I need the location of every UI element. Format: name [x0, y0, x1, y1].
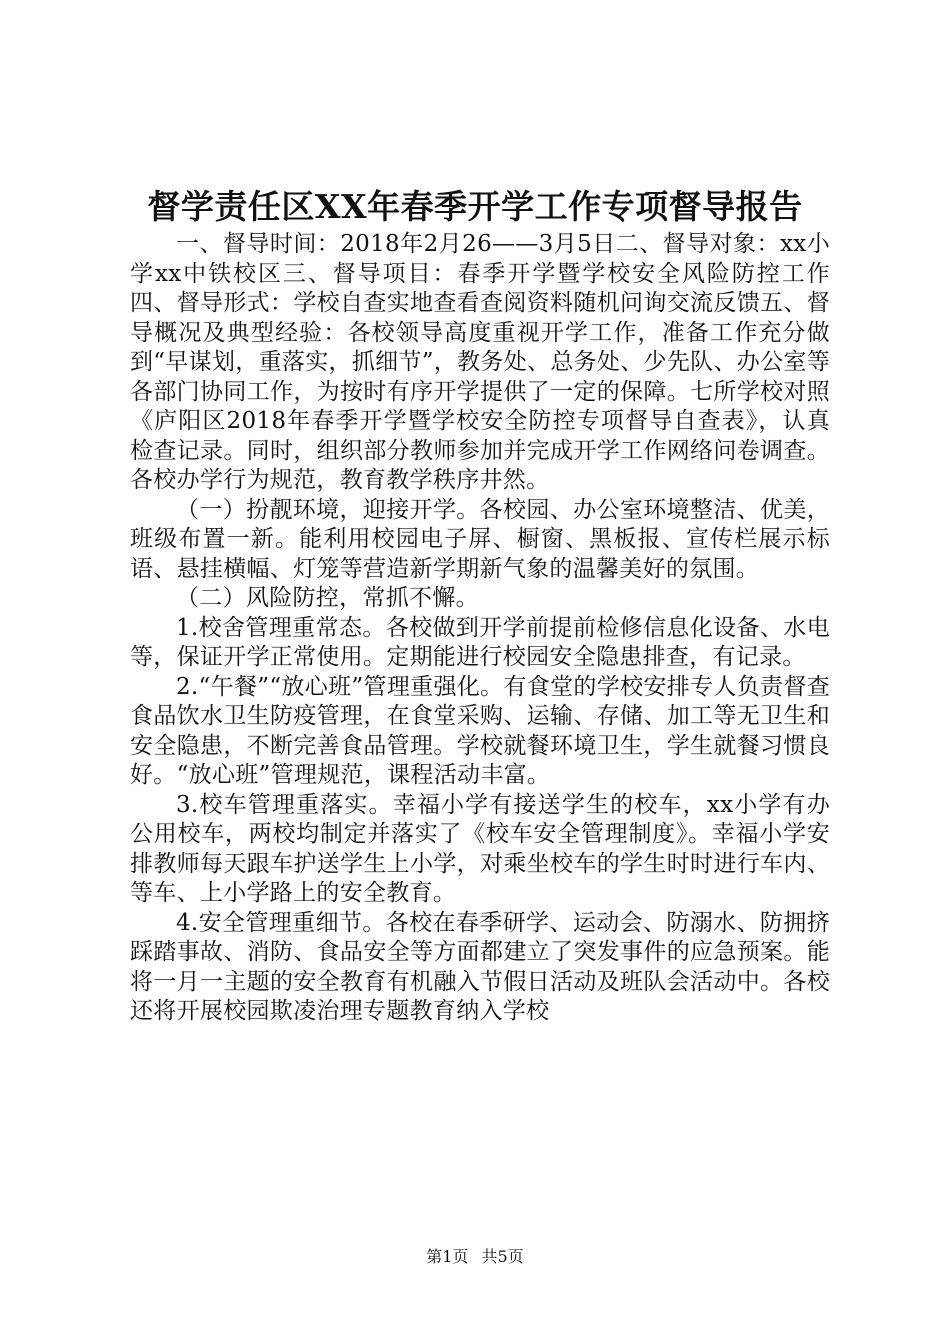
- paragraph-lunch-care: 2.“午餐”“放心班”管理重强化。有食堂的学校安排专人负责督查食品饮水卫生防疫管理，在食堂采购、运输、存储、加工等无卫生和安全隐患，不断完善食品管理。学校就餐环境卫生，学生就餐习惯良好。“放心班”管理规范，课程活动丰富。: [130, 673, 830, 788]
- page-number: 第1页: [426, 1247, 469, 1266]
- page-footer: [0, 1246, 950, 1268]
- page-total: 共5页: [481, 1247, 524, 1266]
- paragraph-risk-control-heading: （二）风险防控，常抓不懈。: [176, 585, 479, 611]
- paragraph-school-building: 1.校舍管理重常态。各校做到开学前提前检修信息化设备、水电等，保证开学正常使用。定期能进行校园安全隐患排查，有记录。: [130, 614, 830, 670]
- document-body: [130, 230, 830, 1027]
- paragraph-school-bus: 3.校车管理重落实。幸福小学有接送学生的校车，xx小学有办公用校车，两校均制定并落实了《校车安全管理制度》。幸福小学安排教师每天跟车护送学生上小学，对乘坐校车的学生时时进行车内、等车、上小学路上的安全教育。: [130, 791, 830, 906]
- document-title: 督学责任区XX年春季开学工作专项督导报告: [147, 187, 803, 226]
- paragraph-environment: （一）扮靓环境，迎接开学。各校园、办公室环境整洁、优美，班级布置一新。能利用校园电子屏、橱窗、黑板报、宣传栏展示标语、悬挂横幅、灯笼等营造新学期新气象的温馨美好的氛围。: [130, 496, 830, 582]
- paragraph-safety-detail: 4.安全管理重细节。各校在春季研学、运动会、防溺水、防拥挤踩踏事故、消防、食品安全等方面都建立了突发事件的应急预案。能将一月一主题的安全教育有机融入节假日活动及班队会活动中。各校还将开展校园欺凌治理专题教育纳入学校: [130, 909, 830, 1024]
- paragraph-overview: 一、督导时间：2018年2月26——3月5日二、督导对象：xx小学xx中铁校区三、督导项目：春季开学暨学校安全风险防控工作四、督导形式：学校自查实地查看查阅资料随机问询交流反馈五、督导概况及典型经验：各校领导高度重视开学工作，准备工作充分做到“早谋划，重落实，抓细节”，教务处、总务处、少先队、办公室等各部门协同工作，为按时有序开学提供了一定的保障。七所学校对照《庐阳区2018年春季开学暨学校安全防控专项督导自查表》，认真检查记录。同时，组织部分教师参加并完成开学工作网络问卷调查。各校办学行为规范，教育教学秩序井然。: [130, 231, 830, 493]
